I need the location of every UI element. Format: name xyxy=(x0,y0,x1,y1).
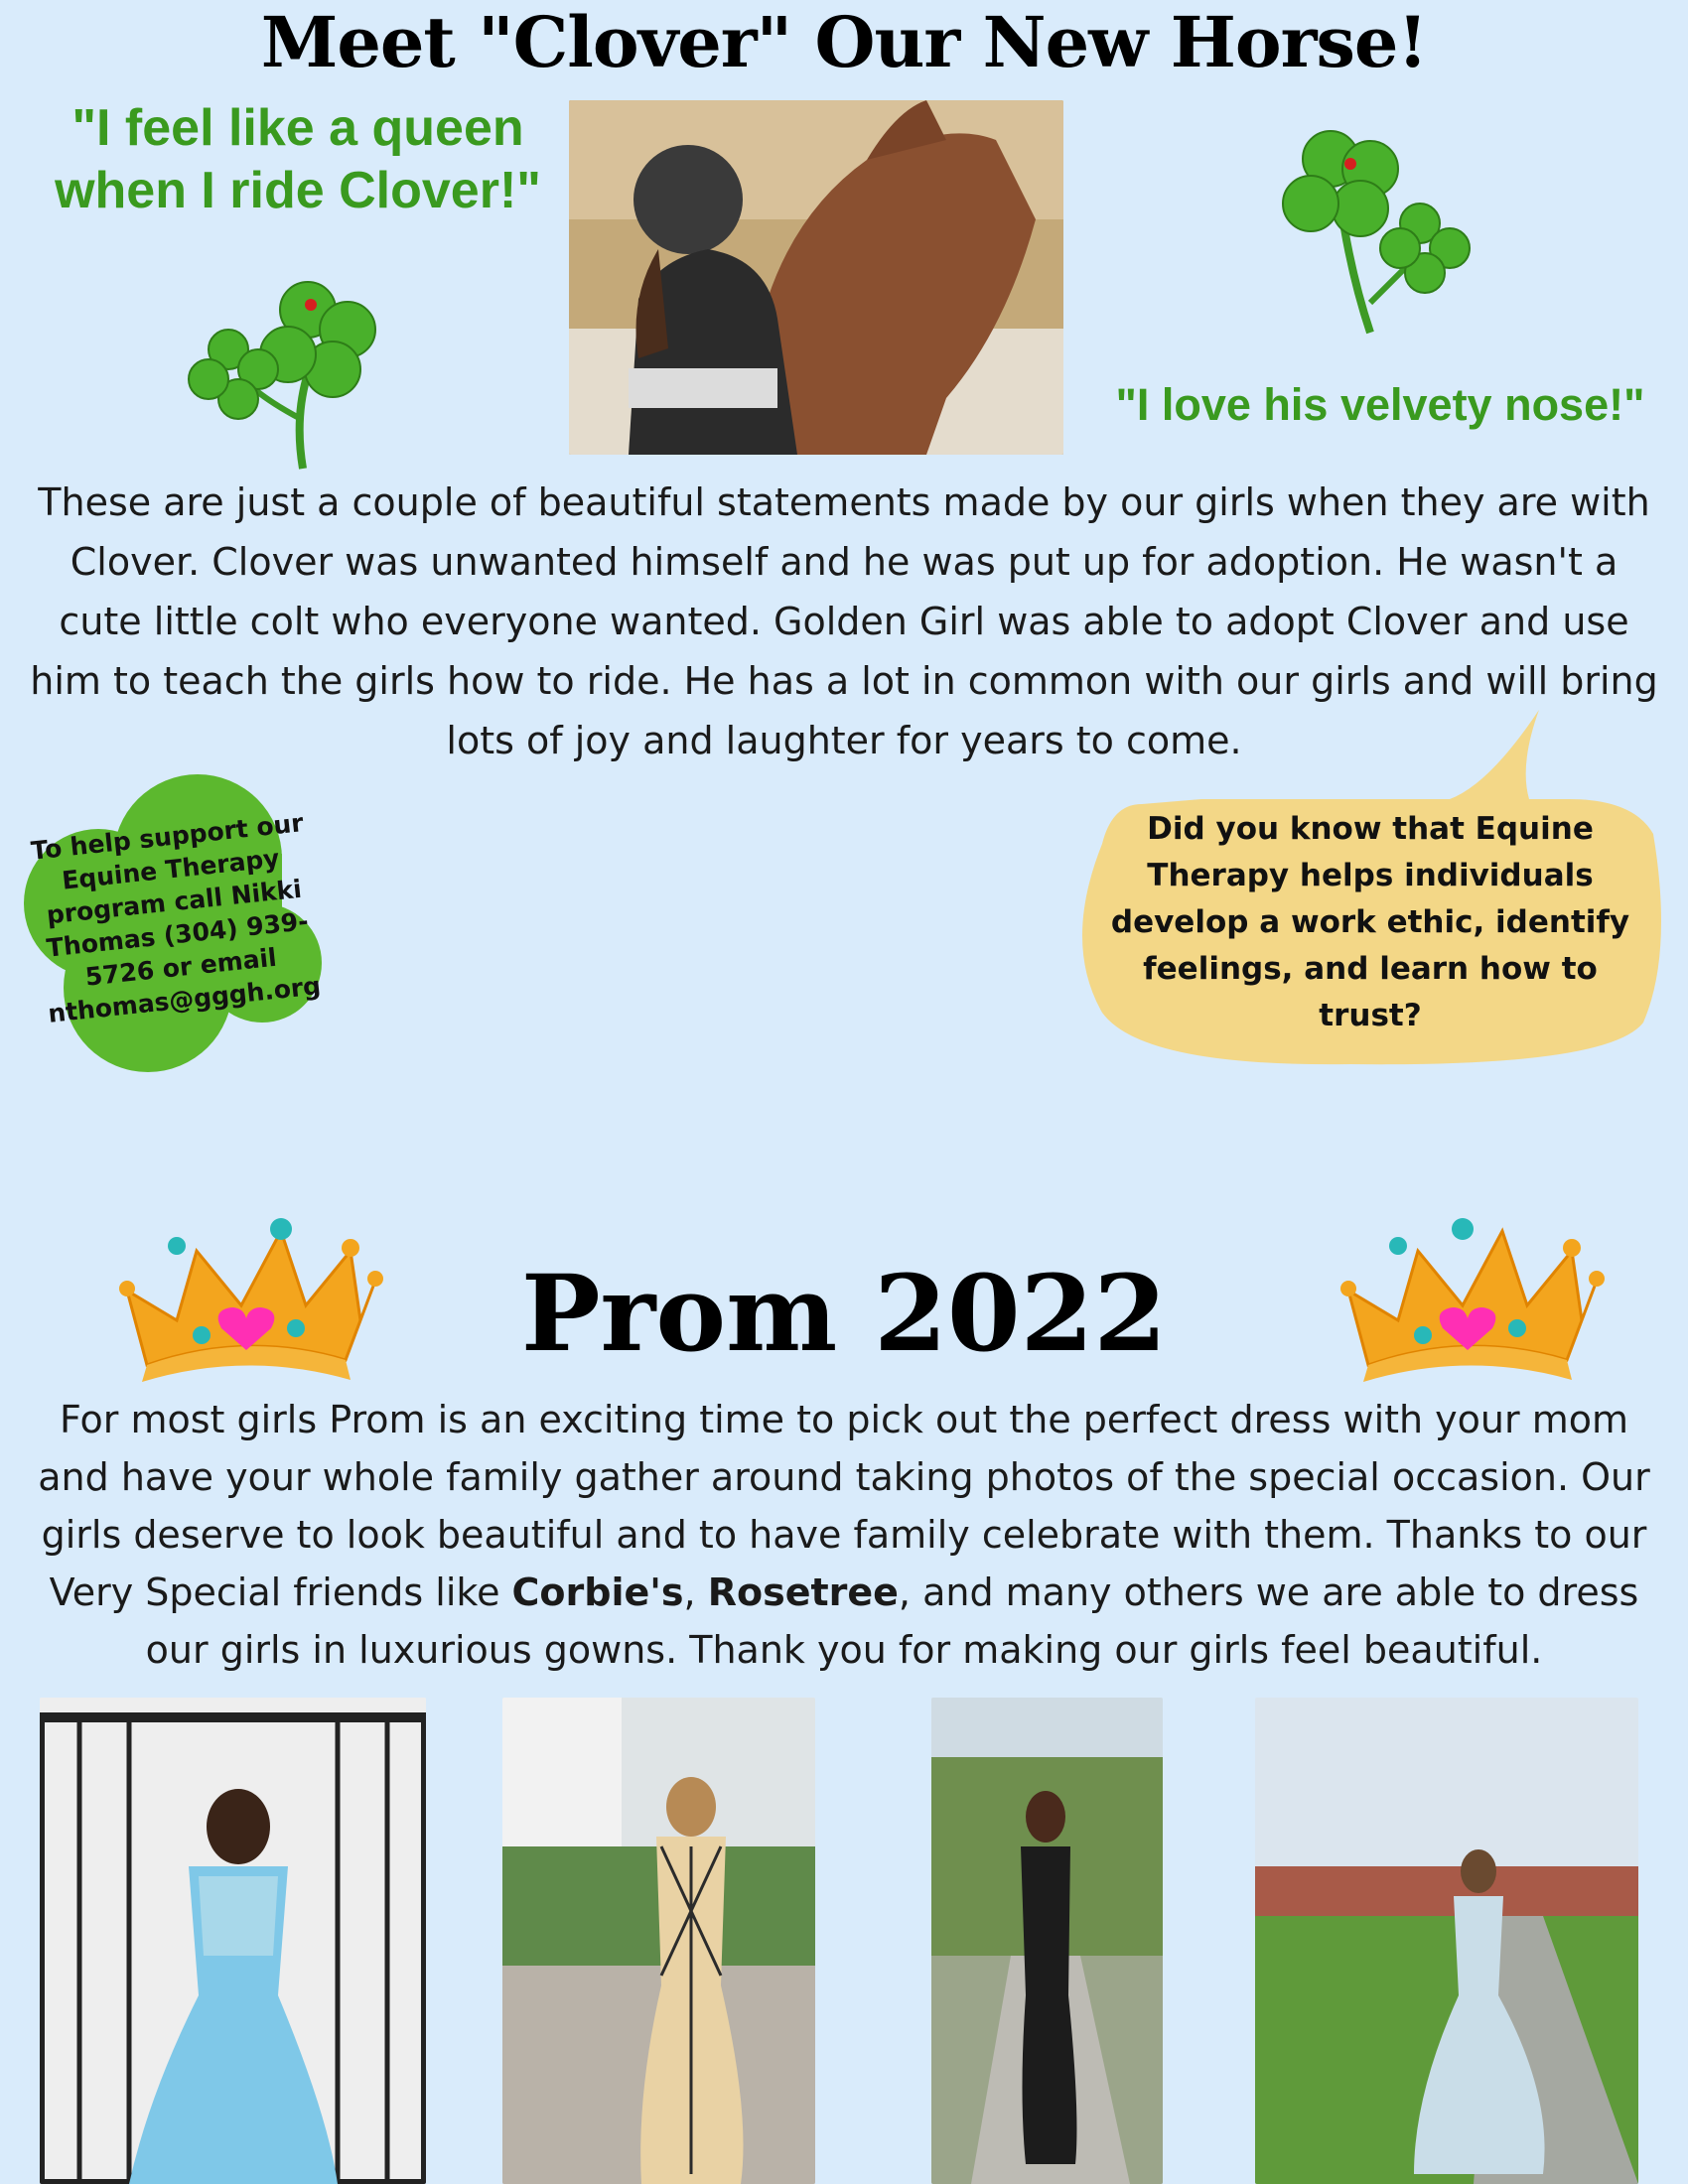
prom-photo-4-illustration xyxy=(1255,1698,1638,2184)
sponsor-rosetree: Rosetree xyxy=(707,1570,899,1614)
prom-photo-2-illustration xyxy=(502,1698,815,2184)
prom-title: Prom 2022 xyxy=(520,1251,1168,1375)
photo-girl-kissing-horse xyxy=(569,100,1063,455)
crown-icon-left xyxy=(107,1211,385,1385)
ladybug-icon-right xyxy=(1344,158,1356,170)
prom-text-part1: For most girls Prom is an exciting time to pick out the perfect dress with your mom and have your whole family gather around taking photos of the special occasion. Our girls deserve to look beautiful and to have family celebrate with them. Thanks to our Very Special friends like xyxy=(38,1398,1650,1614)
prom-paragraph xyxy=(30,1391,1658,1679)
prom-text-part3: , and many others we are able to dress our girls in luxurious gowns. Thank you for making our girls feel beautiful. xyxy=(145,1570,1639,1672)
quote-velvety-nose: "I love his velvety nose!" xyxy=(1115,379,1645,430)
prom-photo-1-illustration xyxy=(40,1698,426,2184)
page-title: Meet "Clover" Our New Horse! xyxy=(260,1,1428,83)
horse-photo-illustration xyxy=(569,100,1063,455)
prom-photo-black-gown-path xyxy=(931,1698,1163,2184)
prom-photo-3-illustration xyxy=(931,1698,1163,2184)
ladybug-icon-left xyxy=(305,299,317,311)
quote-queen-line2: when I ride Clover!" xyxy=(55,162,541,220)
prom-photo-gold-gown-sidewalk xyxy=(502,1698,815,2184)
clover-icon-left xyxy=(184,260,422,478)
prom-text-part2: , xyxy=(683,1570,708,1614)
quote-queen-line1: "I feel like a queen xyxy=(71,99,524,157)
sponsor-corbies: Corbie's xyxy=(511,1570,684,1614)
fact-bubble-text: Did you know that Equine Therapy helps individuals develop a work ethic, identify feelings, and learn how to trust? xyxy=(1110,811,1630,1033)
prom-photo-blue-gown-gate xyxy=(40,1698,426,2184)
quote-queen xyxy=(30,97,566,223)
prom-photo-silver-gown-street xyxy=(1255,1698,1638,2184)
crown-icon-right xyxy=(1329,1211,1607,1385)
support-callout-text: To help support our Equine Therapy program call Nikki Thomas (304) 939-5726 or email nthomas@gggh.org xyxy=(29,808,323,1028)
clover-icon-right xyxy=(1251,124,1479,338)
clover-story-paragraph: These are just a couple of beautiful statements made by our girls when they are with Clover. Clover was unwanted himself and he was put up for adoption. He wasn't a cute little colt who everyone wanted. Golden Girl was able to adopt Clover and use him to teach the girls how to ride. He has a lot in common with our girls and will bring lots of joy and laughter for years to come. xyxy=(30,480,1658,762)
